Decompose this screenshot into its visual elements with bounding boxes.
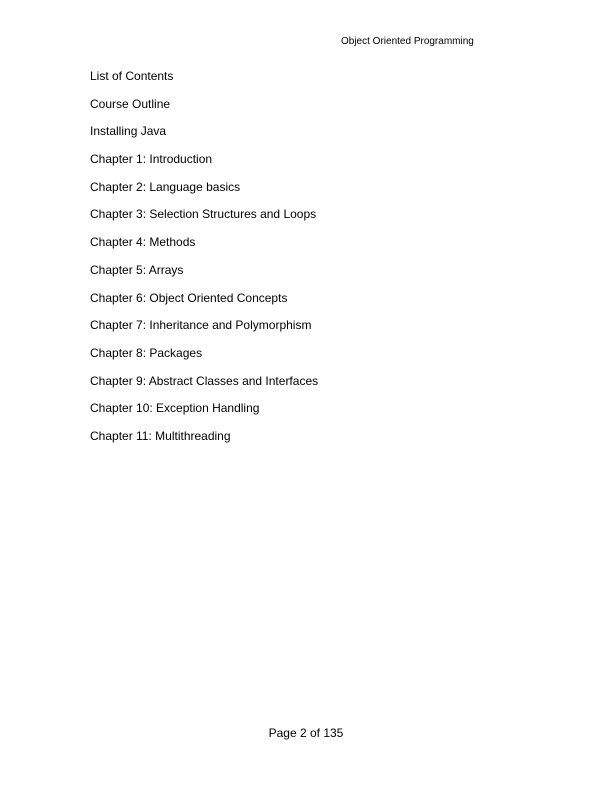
toc-item: Chapter 6: Object Oriented Concepts xyxy=(90,290,288,305)
toc-item: Chapter 11: Multithreading xyxy=(90,428,231,443)
toc-item: Chapter 8: Packages xyxy=(90,345,203,360)
toc-item: Chapter 10: Exception Handling xyxy=(90,401,260,416)
table-of-contents xyxy=(90,69,318,457)
toc-item: Chapter 9: Abstract Classes and Interfaces xyxy=(90,373,319,388)
toc-item: Chapter 3: Selection Structures and Loops xyxy=(90,207,317,222)
toc-item: Chapter 1: Introduction xyxy=(90,152,213,167)
toc-item: Chapter 2: Language basics xyxy=(90,179,241,194)
toc-item: Chapter 7: Inheritance and Polymorphism xyxy=(90,318,312,333)
page-number: Page 2 of 135 xyxy=(268,726,344,740)
toc-item: Installing Java xyxy=(90,124,167,139)
toc-item: Chapter 4: Methods xyxy=(90,235,196,250)
toc-item: Chapter 5: Arrays xyxy=(90,262,184,277)
toc-item: List of Contents xyxy=(90,69,174,83)
toc-item: Course Outline xyxy=(90,96,171,111)
running-header: Object Oriented Programming xyxy=(341,36,474,47)
